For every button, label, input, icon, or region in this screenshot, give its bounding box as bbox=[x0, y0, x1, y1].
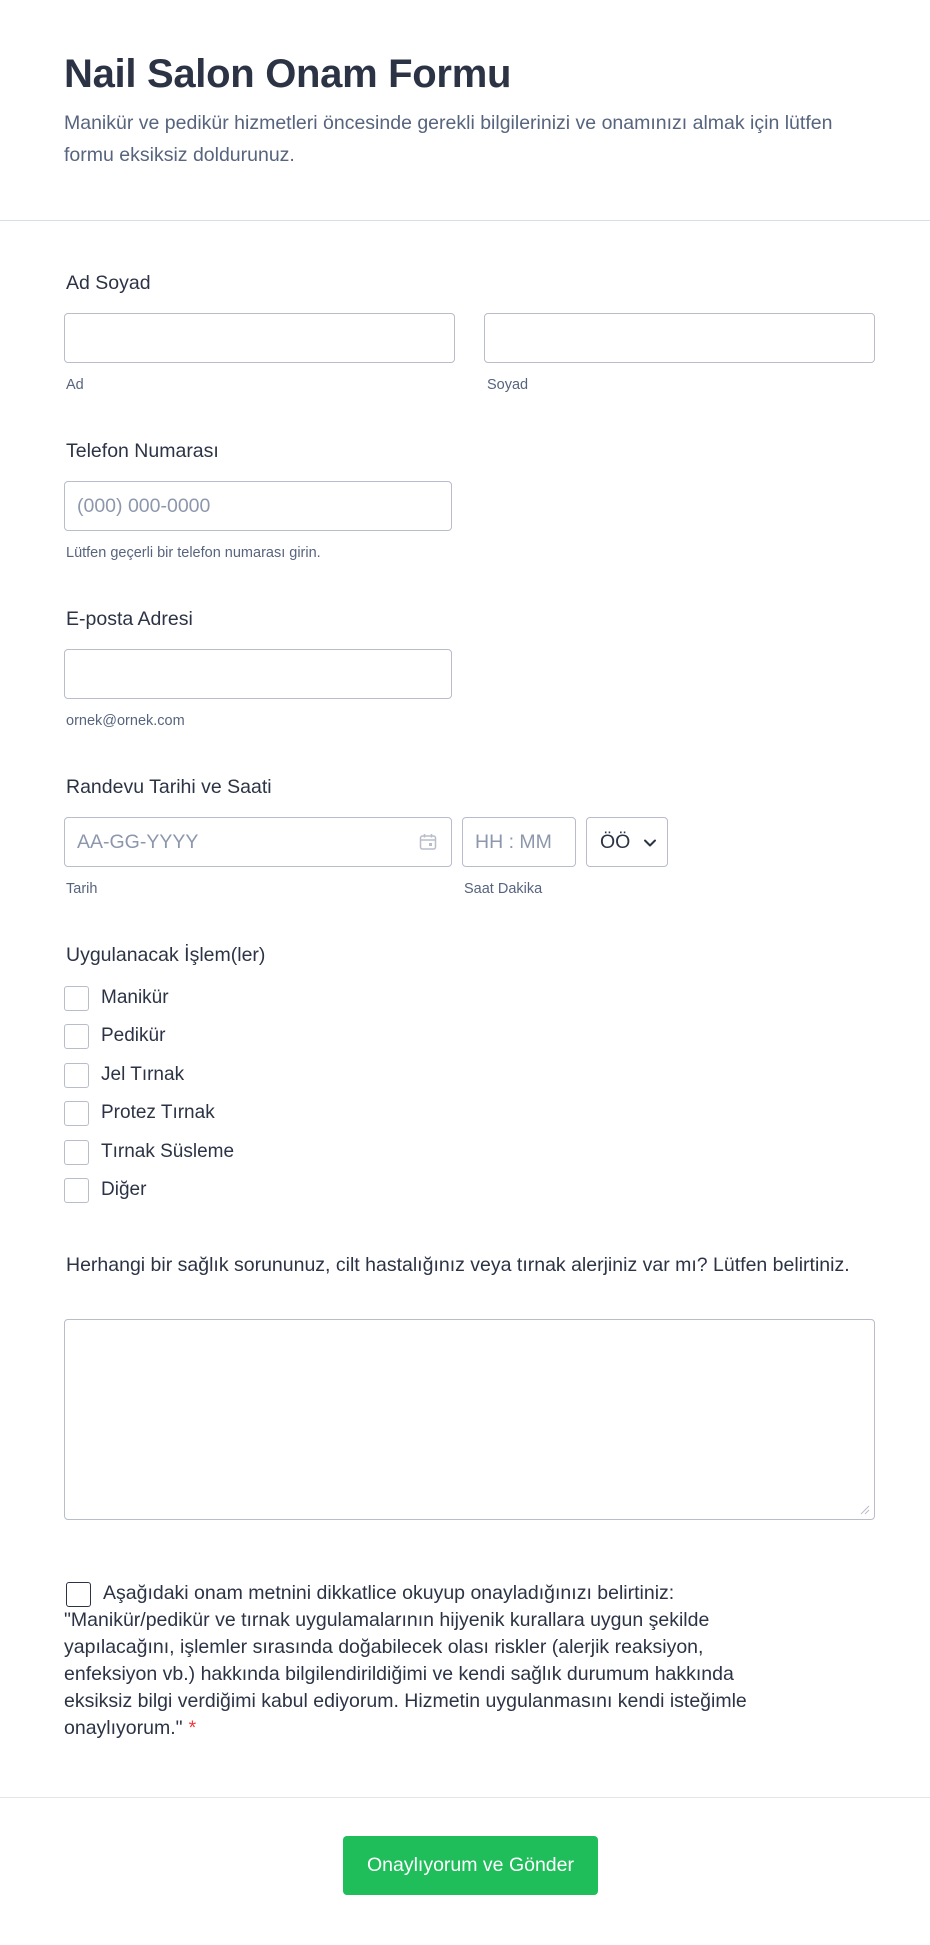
time-input[interactable] bbox=[462, 817, 576, 867]
resize-handle-icon[interactable] bbox=[860, 1505, 870, 1515]
consent-text-body: "Manikür/pedikür ve tırnak uygulamalarının hijyenik kurallara uygun şekilde yapılacağını, işlemler sırasında doğabilecek olası riskler (alerjik reaksiyon, enfeksiyon vb.) hakkında bilgilendirildiğimi ve kendi sağlık durumum hakkında eksiksiz bilgi verdiğimi kabul ediyorum. Hizmetin uygulanmasını kendi isteğimle onaylıyorum." bbox=[64, 1609, 747, 1739]
email-hint: ornek@ornek.com bbox=[66, 713, 185, 729]
footer-divider bbox=[0, 1797, 930, 1798]
procedure-option-label: Tırnak Süsleme bbox=[101, 1141, 235, 1162]
time-placeholder: HH : MM bbox=[475, 831, 552, 853]
procedure-option-label: Manikür bbox=[101, 987, 169, 1008]
name-label: Ad Soyad bbox=[66, 272, 151, 294]
appointment-label: Randevu Tarihi ve Saati bbox=[66, 776, 272, 798]
consent-text bbox=[64, 1580, 784, 1742]
first-name-input[interactable] bbox=[64, 313, 455, 363]
date-sublabel: Tarih bbox=[66, 881, 98, 897]
date-input[interactable] bbox=[64, 817, 452, 867]
phone-input[interactable] bbox=[64, 481, 452, 531]
checkbox[interactable] bbox=[64, 986, 89, 1011]
procedure-option-label: Jel Tırnak bbox=[101, 1064, 185, 1085]
procedure-option-label: Protez Tırnak bbox=[101, 1102, 215, 1123]
phone-label: Telefon Numarası bbox=[66, 440, 219, 462]
email-input[interactable] bbox=[64, 649, 452, 699]
form-title: Nail Salon Onam Formu bbox=[64, 52, 512, 96]
phone-hint: Lütfen geçerli bir telefon numarası girin. bbox=[66, 545, 321, 561]
last-name-sublabel: Soyad bbox=[487, 377, 529, 393]
email-label: E-posta Adresi bbox=[66, 608, 193, 630]
date-placeholder: AA-GG-YYYY bbox=[77, 831, 199, 853]
calendar-icon[interactable] bbox=[419, 833, 437, 851]
last-name-input[interactable] bbox=[484, 313, 875, 363]
form-subtitle: Manikür ve pedikür hizmetleri öncesinde gerekli bilgilerinizi ve onamınızı almak için lütfen formu eksiksiz doldurunuz. bbox=[64, 112, 833, 166]
procedures-label: Uygulanacak İşlem(ler) bbox=[66, 944, 266, 966]
checkbox[interactable] bbox=[64, 1101, 89, 1126]
ampm-value: ÖÖ bbox=[600, 831, 631, 853]
checkbox[interactable] bbox=[64, 1024, 89, 1049]
health-textarea[interactable] bbox=[64, 1319, 875, 1520]
form-header bbox=[0, 0, 930, 221]
chevron-down-icon bbox=[643, 836, 657, 850]
procedure-option-label: Diğer bbox=[101, 1179, 147, 1200]
checkbox[interactable] bbox=[64, 1140, 89, 1165]
health-question: Herhangi bir sağlık sorununuz, cilt hastalığınız veya tırnak alerjiniz var mı? Lütfen belirtiniz. bbox=[66, 1254, 850, 1276]
phone-placeholder: (000) 000-0000 bbox=[77, 495, 211, 517]
checkbox[interactable] bbox=[64, 1063, 89, 1088]
consent-text-intro: Aşağıdaki onam metnini dikkatlice okuyup onayladığınızı belirtiniz: bbox=[103, 1582, 675, 1604]
ampm-select[interactable] bbox=[586, 817, 668, 867]
submit-button[interactable]: Onaylıyorum ve Gönder bbox=[343, 1836, 598, 1895]
checkbox[interactable] bbox=[64, 1178, 89, 1203]
required-mark: * bbox=[188, 1717, 197, 1739]
procedure-option-label: Pedikür bbox=[101, 1025, 166, 1046]
time-sublabel: Saat Dakika bbox=[464, 881, 543, 897]
first-name-sublabel: Ad bbox=[66, 377, 84, 393]
